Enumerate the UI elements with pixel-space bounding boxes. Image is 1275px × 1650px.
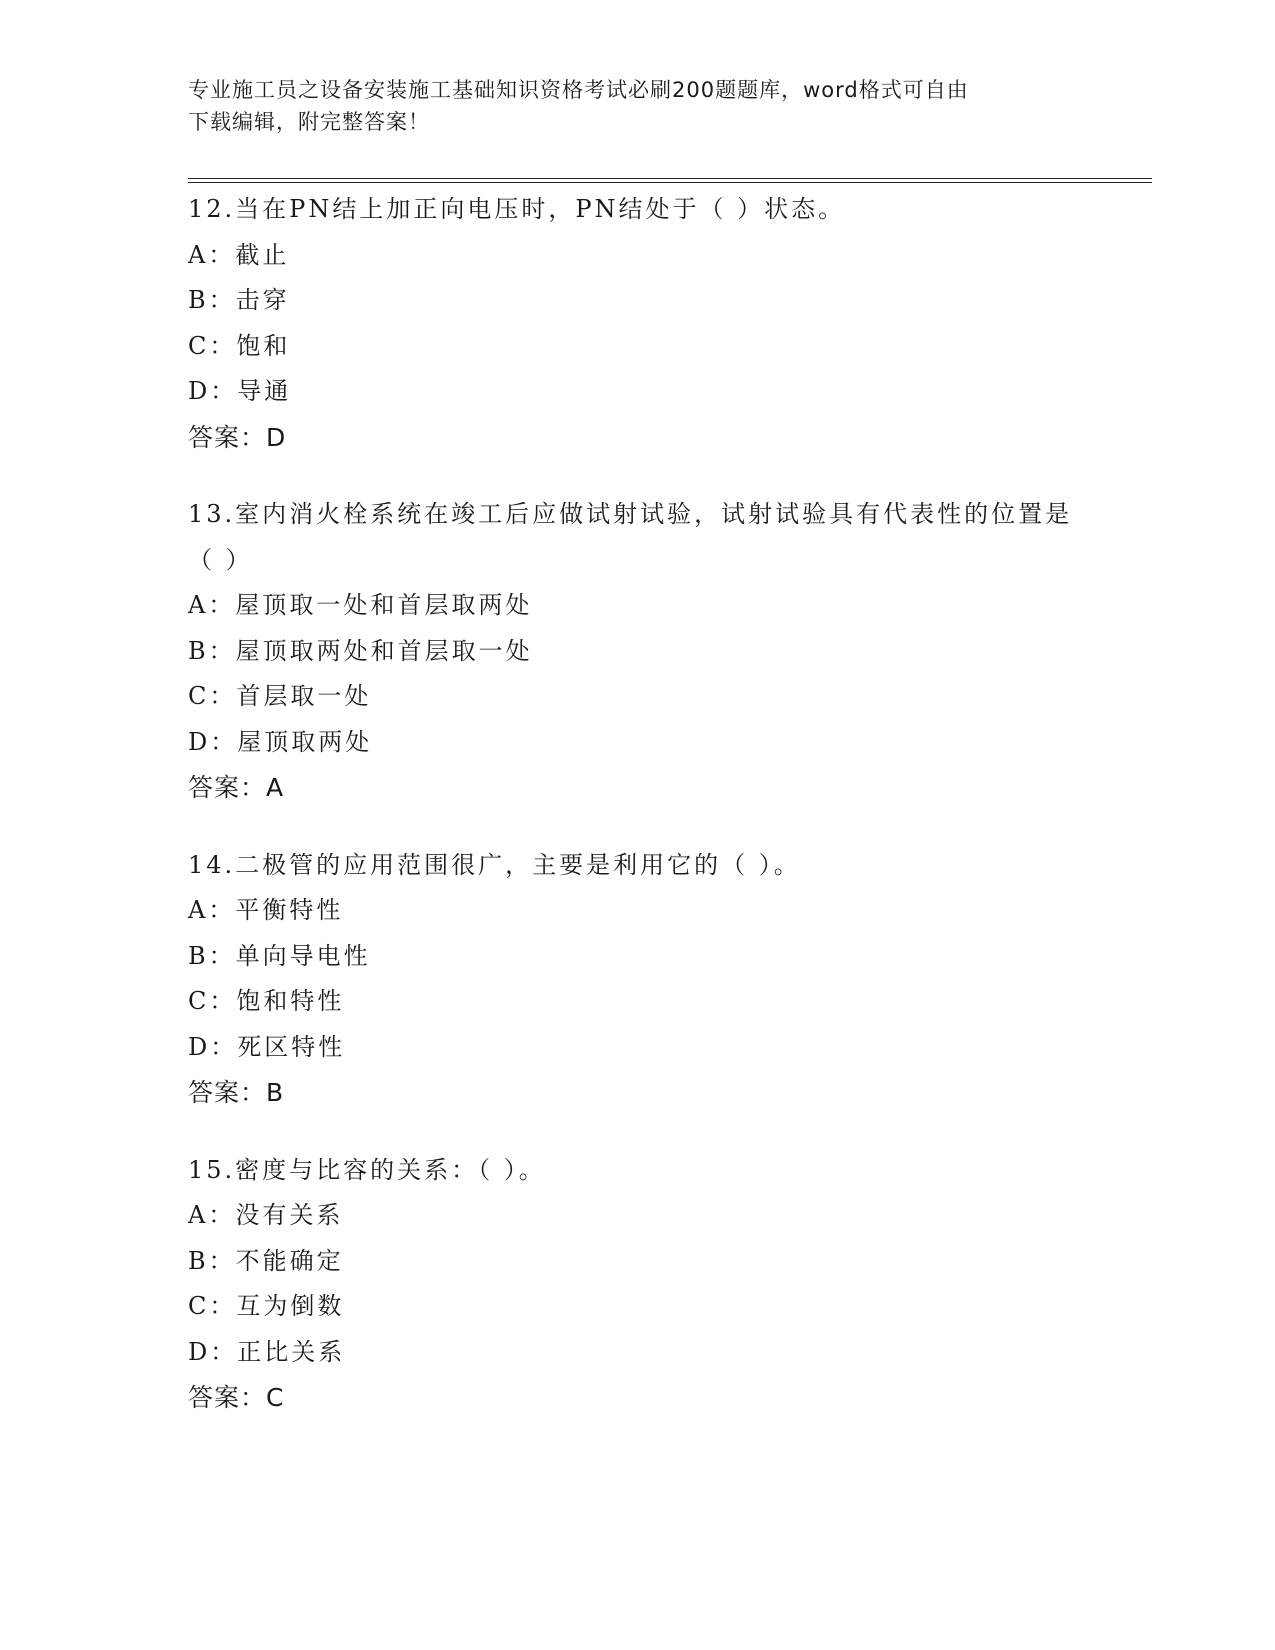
answer-line: 答案：A <box>188 773 285 802</box>
option-c: C：互为倒数 <box>188 1292 345 1320</box>
question-stem: 14.二极管的应用范围很广，主要是利用它的（ ）。 <box>188 850 801 879</box>
option-d: D：正比关系 <box>188 1337 346 1366</box>
question-stem: 12.当在PN结上加正向电压时，PN结处于（ ）状态。 <box>188 195 846 223</box>
option-a: A：屋顶取一处和首层取两处 <box>188 591 533 619</box>
option-b: B：不能确定 <box>188 1246 344 1275</box>
answer-line: 答案：D <box>188 422 287 452</box>
option-b: B：击穿 <box>188 286 290 314</box>
question-stem: 15.密度与比容的关系：（ ）。 <box>188 1155 546 1184</box>
option-c: C：首层取一处 <box>188 682 372 710</box>
answer-line: 答案：C <box>188 1383 285 1412</box>
header-double-rule <box>188 178 1152 183</box>
question-12 <box>188 187 1088 460</box>
option-c: C：饱和特性 <box>188 987 345 1015</box>
header-title-line-2: 下载编辑，附完整答案！ <box>188 110 430 134</box>
option-d: D：死区特性 <box>188 1032 346 1061</box>
question-list <box>188 187 1088 1453</box>
option-a: A：没有关系 <box>188 1201 344 1229</box>
option-b: B：单向导电性 <box>188 941 371 970</box>
option-d: D：屋顶取两处 <box>188 727 373 756</box>
question-13 <box>188 492 1088 811</box>
option-d: D：导通 <box>188 377 292 405</box>
option-b: B：屋顶取两处和首层取一处 <box>188 636 533 665</box>
question-14 <box>188 843 1088 1116</box>
option-a: A：截止 <box>188 240 290 269</box>
option-c: C：饱和 <box>188 331 291 360</box>
question-stem: 13.室内消火栓系统在竣工后应做试射试验，试射试验具有代表性的位置是（ ） <box>188 500 1073 574</box>
answer-line: 答案：B <box>188 1078 285 1107</box>
question-15 <box>188 1148 1088 1421</box>
option-a: A：平衡特性 <box>188 896 344 924</box>
header-title-line-1: 专业施工员之设备安装施工基础知识资格考试必刷200题题库，word格式可自由 <box>188 78 969 102</box>
document-header <box>188 74 1088 138</box>
